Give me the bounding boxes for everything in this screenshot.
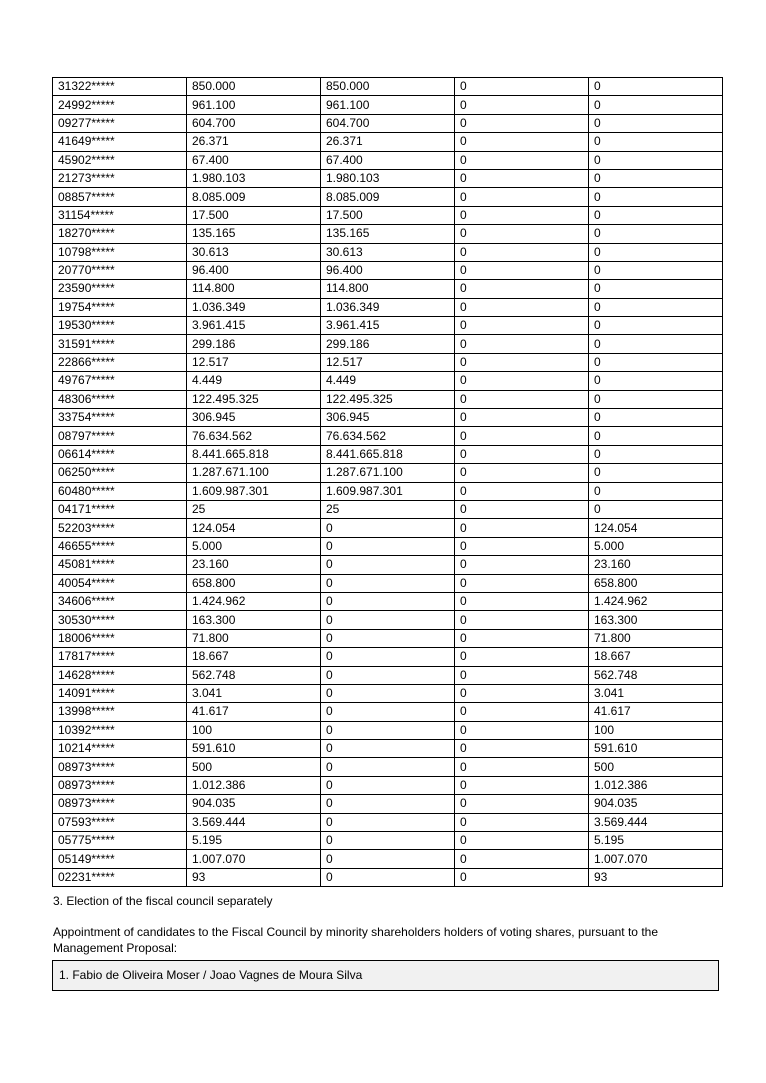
- table-cell: 08857*****: [53, 188, 187, 206]
- table-cell: 0: [321, 574, 455, 592]
- table-cell: 1.012.386: [589, 776, 723, 794]
- table-cell: 18006*****: [53, 629, 187, 647]
- table-cell: 1.007.070: [187, 850, 321, 868]
- table-cell: 30.613: [321, 243, 455, 261]
- table-row: [53, 556, 723, 574]
- table-cell: 0: [455, 169, 589, 187]
- table-cell: 0: [321, 666, 455, 684]
- table-cell: 4.449: [321, 372, 455, 390]
- table-cell: 41.617: [187, 703, 321, 721]
- table-cell: 0: [455, 776, 589, 794]
- table-cell: 0: [589, 188, 723, 206]
- table-cell: 0: [321, 740, 455, 758]
- table-cell: 0: [589, 298, 723, 316]
- table-cell: 0: [455, 390, 589, 408]
- table-cell: 0: [321, 611, 455, 629]
- table-cell: 1.007.070: [589, 850, 723, 868]
- table-cell: 0: [321, 758, 455, 776]
- table-cell: 0: [455, 335, 589, 353]
- table-cell: 0: [455, 427, 589, 445]
- table-row: [53, 629, 723, 647]
- table-cell: 33754*****: [53, 409, 187, 427]
- table-cell: 02231*****: [53, 868, 187, 886]
- table-cell: 1.424.962: [589, 592, 723, 610]
- table-cell: 17.500: [187, 206, 321, 224]
- table-row: [53, 261, 723, 279]
- table-cell: 0: [455, 832, 589, 850]
- table-cell: 17817*****: [53, 648, 187, 666]
- table-cell: 08973*****: [53, 795, 187, 813]
- table-row: [53, 133, 723, 151]
- table-cell: 52203*****: [53, 519, 187, 537]
- table-cell: 0: [321, 684, 455, 702]
- table-cell: 1.287.671.100: [187, 464, 321, 482]
- table-cell: 3.041: [187, 684, 321, 702]
- table-row: [53, 445, 723, 463]
- table-cell: 961.100: [187, 96, 321, 114]
- table-cell: 71.800: [589, 629, 723, 647]
- table-cell: 1.012.386: [187, 776, 321, 794]
- table-cell: 17.500: [321, 206, 455, 224]
- table-cell: 124.054: [589, 519, 723, 537]
- table-cell: 0: [455, 114, 589, 132]
- table-cell: 71.800: [187, 629, 321, 647]
- table-cell: 30530*****: [53, 611, 187, 629]
- table-cell: 05149*****: [53, 850, 187, 868]
- table-cell: 0: [589, 500, 723, 518]
- table-cell: 0: [455, 96, 589, 114]
- table-cell: 0: [589, 372, 723, 390]
- table-cell: 0: [321, 850, 455, 868]
- table-row: [53, 868, 723, 886]
- table-cell: 0: [455, 611, 589, 629]
- table-row: [53, 169, 723, 187]
- table-cell: 658.800: [589, 574, 723, 592]
- table-cell: 14628*****: [53, 666, 187, 684]
- table-cell: 0: [455, 519, 589, 537]
- table-cell: 0: [455, 188, 589, 206]
- table-cell: 0: [455, 813, 589, 831]
- table-cell: 67.400: [321, 151, 455, 169]
- table-cell: 23590*****: [53, 280, 187, 298]
- table-cell: 591.610: [187, 740, 321, 758]
- table-row: [53, 151, 723, 169]
- table-cell: 904.035: [589, 795, 723, 813]
- table-row: [53, 758, 723, 776]
- table-cell: 18.667: [187, 648, 321, 666]
- table-cell: 0: [455, 537, 589, 555]
- table-cell: 114.800: [321, 280, 455, 298]
- table-cell: 0: [455, 78, 589, 96]
- table-row: [53, 78, 723, 96]
- table-cell: 26.371: [187, 133, 321, 151]
- table-row: [53, 96, 723, 114]
- table-row: [53, 703, 723, 721]
- table-cell: 09277*****: [53, 114, 187, 132]
- table-cell: 591.610: [589, 740, 723, 758]
- table-cell: 100: [187, 721, 321, 739]
- table-cell: 1.609.987.301: [321, 482, 455, 500]
- table-cell: 0: [321, 832, 455, 850]
- table-cell: 0: [589, 225, 723, 243]
- table-cell: 0: [589, 390, 723, 408]
- table-row: [53, 592, 723, 610]
- table-cell: 0: [455, 353, 589, 371]
- table-cell: 40054*****: [53, 574, 187, 592]
- table-cell: 08797*****: [53, 427, 187, 445]
- table-row: [53, 537, 723, 555]
- table-cell: 5.000: [589, 537, 723, 555]
- table-cell: 04171*****: [53, 500, 187, 518]
- table-cell: 41.617: [589, 703, 723, 721]
- table-cell: 0: [455, 629, 589, 647]
- table-row: [53, 409, 723, 427]
- table-cell: 3.961.415: [321, 317, 455, 335]
- table-cell: 0: [455, 850, 589, 868]
- table-cell: 0: [589, 169, 723, 187]
- table-cell: 30.613: [187, 243, 321, 261]
- table-cell: 1.036.349: [321, 298, 455, 316]
- table-cell: 562.748: [589, 666, 723, 684]
- table-row: [53, 188, 723, 206]
- table-cell: 0: [455, 133, 589, 151]
- table-row: [53, 500, 723, 518]
- table-cell: 0: [455, 206, 589, 224]
- table-cell: 0: [321, 537, 455, 555]
- table-cell: 0: [589, 445, 723, 463]
- table-cell: 0: [589, 243, 723, 261]
- table-cell: 20770*****: [53, 261, 187, 279]
- table-row: [53, 372, 723, 390]
- table-cell: 0: [589, 133, 723, 151]
- table-cell: 0: [589, 353, 723, 371]
- table-cell: 08973*****: [53, 776, 187, 794]
- table-cell: 5.195: [589, 832, 723, 850]
- table-cell: 135.165: [187, 225, 321, 243]
- table-cell: 67.400: [187, 151, 321, 169]
- table-cell: 0: [455, 280, 589, 298]
- table-cell: 850.000: [187, 78, 321, 96]
- table-cell: 0: [589, 280, 723, 298]
- table-cell: 60480*****: [53, 482, 187, 500]
- table-cell: 0: [455, 409, 589, 427]
- table-cell: 299.186: [321, 335, 455, 353]
- table-cell: 0: [321, 721, 455, 739]
- table-cell: 46655*****: [53, 537, 187, 555]
- table-cell: 0: [455, 482, 589, 500]
- table-cell: 31322*****: [53, 78, 187, 96]
- table-row: [53, 776, 723, 794]
- table-cell: 299.186: [187, 335, 321, 353]
- table-cell: 163.300: [187, 611, 321, 629]
- table-row: [53, 427, 723, 445]
- table-row: [53, 832, 723, 850]
- table-cell: 0: [589, 335, 723, 353]
- table-cell: 904.035: [187, 795, 321, 813]
- table-cell: 0: [321, 776, 455, 794]
- table-cell: 135.165: [321, 225, 455, 243]
- table-cell: 19530*****: [53, 317, 187, 335]
- table-cell: 0: [455, 298, 589, 316]
- table-cell: 06250*****: [53, 464, 187, 482]
- table-cell: 10214*****: [53, 740, 187, 758]
- table-row: [53, 114, 723, 132]
- table-row: [53, 390, 723, 408]
- candidate-name: 1. Fabio de Oliveira Moser / Joao Vagnes de Moura Silva: [59, 968, 363, 982]
- table-cell: 48306*****: [53, 390, 187, 408]
- table-row: [53, 684, 723, 702]
- table-cell: 0: [321, 795, 455, 813]
- table-row: [53, 666, 723, 684]
- table-cell: 41649*****: [53, 133, 187, 151]
- table-cell: 0: [589, 261, 723, 279]
- table-cell: 0: [455, 261, 589, 279]
- table-cell: 0: [589, 78, 723, 96]
- table-cell: 1.980.103: [321, 169, 455, 187]
- table-cell: 0: [589, 409, 723, 427]
- table-cell: 5.195: [187, 832, 321, 850]
- table-cell: 3.041: [589, 684, 723, 702]
- table-row: [53, 225, 723, 243]
- table-cell: 0: [455, 592, 589, 610]
- table-cell: 49767*****: [53, 372, 187, 390]
- table-cell: 05775*****: [53, 832, 187, 850]
- table-cell: 06614*****: [53, 445, 187, 463]
- table-cell: 96.400: [321, 261, 455, 279]
- table-cell: 18.667: [589, 648, 723, 666]
- table-cell: 31154*****: [53, 206, 187, 224]
- table-cell: 0: [455, 795, 589, 813]
- table-cell: 13998*****: [53, 703, 187, 721]
- table-cell: 0: [455, 703, 589, 721]
- table-cell: 604.700: [321, 114, 455, 132]
- table-cell: 45081*****: [53, 556, 187, 574]
- table-cell: 0: [455, 721, 589, 739]
- table-cell: 0: [321, 703, 455, 721]
- table-cell: 23.160: [589, 556, 723, 574]
- table-cell: 1.424.962: [187, 592, 321, 610]
- table-cell: 45902*****: [53, 151, 187, 169]
- votes-table-body: [53, 78, 723, 887]
- table-cell: 0: [455, 574, 589, 592]
- table-row: [53, 519, 723, 537]
- table-cell: 3.961.415: [187, 317, 321, 335]
- table-cell: 0: [589, 96, 723, 114]
- table-cell: 850.000: [321, 78, 455, 96]
- table-cell: 100: [589, 721, 723, 739]
- table-cell: 0: [455, 684, 589, 702]
- table-cell: 0: [321, 868, 455, 886]
- table-cell: 0: [321, 648, 455, 666]
- table-cell: 26.371: [321, 133, 455, 151]
- table-cell: 1.287.671.100: [321, 464, 455, 482]
- table-cell: 0: [455, 556, 589, 574]
- table-cell: 3.569.444: [187, 813, 321, 831]
- table-cell: 0: [589, 114, 723, 132]
- table-cell: 961.100: [321, 96, 455, 114]
- table-cell: 0: [321, 592, 455, 610]
- table-cell: 122.495.325: [321, 390, 455, 408]
- table-row: [53, 740, 723, 758]
- table-cell: 18270*****: [53, 225, 187, 243]
- table-cell: 658.800: [187, 574, 321, 592]
- table-cell: 0: [589, 206, 723, 224]
- table-cell: 0: [455, 445, 589, 463]
- table-cell: 0: [321, 813, 455, 831]
- table-cell: 4.449: [187, 372, 321, 390]
- table-cell: 122.495.325: [187, 390, 321, 408]
- table-cell: 23.160: [187, 556, 321, 574]
- table-cell: 0: [589, 151, 723, 169]
- table-cell: 306.945: [321, 409, 455, 427]
- table-row: [53, 280, 723, 298]
- table-row: [53, 648, 723, 666]
- table-cell: 22866*****: [53, 353, 187, 371]
- table-cell: 0: [455, 758, 589, 776]
- table-row: [53, 464, 723, 482]
- table-cell: 0: [589, 317, 723, 335]
- table-cell: 604.700: [187, 114, 321, 132]
- table-cell: 0: [455, 464, 589, 482]
- table-row: [53, 317, 723, 335]
- candidate-box: [52, 960, 719, 991]
- table-cell: 25: [187, 500, 321, 518]
- table-cell: 306.945: [187, 409, 321, 427]
- table-cell: 93: [187, 868, 321, 886]
- table-cell: 0: [321, 629, 455, 647]
- table-row: [53, 243, 723, 261]
- table-cell: 0: [321, 556, 455, 574]
- table-cell: 0: [455, 740, 589, 758]
- shareholder-votes-table: [52, 77, 723, 887]
- table-cell: 500: [589, 758, 723, 776]
- table-cell: 0: [589, 464, 723, 482]
- table-cell: 0: [455, 317, 589, 335]
- table-cell: 0: [455, 868, 589, 886]
- table-cell: 8.085.009: [187, 188, 321, 206]
- table-cell: 0: [455, 225, 589, 243]
- table-cell: 25: [321, 500, 455, 518]
- table-cell: 76.634.562: [321, 427, 455, 445]
- table-row: [53, 482, 723, 500]
- table-cell: 562.748: [187, 666, 321, 684]
- table-cell: 12.517: [321, 353, 455, 371]
- table-row: [53, 353, 723, 371]
- table-cell: 163.300: [589, 611, 723, 629]
- table-cell: 500: [187, 758, 321, 776]
- table-row: [53, 813, 723, 831]
- table-cell: 19754*****: [53, 298, 187, 316]
- table-cell: 08973*****: [53, 758, 187, 776]
- table-cell: 0: [589, 427, 723, 445]
- table-cell: 0: [455, 151, 589, 169]
- table-cell: 96.400: [187, 261, 321, 279]
- table-cell: 24992*****: [53, 96, 187, 114]
- table-cell: 8.441.665.818: [321, 445, 455, 463]
- table-cell: 1.036.349: [187, 298, 321, 316]
- table-row: [53, 298, 723, 316]
- table-cell: 5.000: [187, 537, 321, 555]
- table-cell: 124.054: [187, 519, 321, 537]
- table-cell: 0: [455, 666, 589, 684]
- table-row: [53, 611, 723, 629]
- table-cell: 0: [321, 519, 455, 537]
- table-cell: 8.085.009: [321, 188, 455, 206]
- section-description: Appointment of candidates to the Fiscal Council by minority shareholders holders of voting shares, pursuant to the Management Proposal:: [53, 925, 658, 955]
- table-cell: 31591*****: [53, 335, 187, 353]
- table-cell: 10798*****: [53, 243, 187, 261]
- table-cell: 34606*****: [53, 592, 187, 610]
- table-cell: 0: [455, 372, 589, 390]
- table-cell: 114.800: [187, 280, 321, 298]
- table-cell: 12.517: [187, 353, 321, 371]
- table-cell: 8.441.665.818: [187, 445, 321, 463]
- table-row: [53, 850, 723, 868]
- table-cell: 21273*****: [53, 169, 187, 187]
- table-cell: 3.569.444: [589, 813, 723, 831]
- table-cell: 07593*****: [53, 813, 187, 831]
- table-cell: 93: [589, 868, 723, 886]
- table-cell: 1.609.987.301: [187, 482, 321, 500]
- table-cell: 0: [589, 482, 723, 500]
- table-cell: 10392*****: [53, 721, 187, 739]
- table-cell: 0: [455, 243, 589, 261]
- table-row: [53, 795, 723, 813]
- table-cell: 0: [455, 500, 589, 518]
- table-cell: 1.980.103: [187, 169, 321, 187]
- section-title: 3. Election of the fiscal council separately: [53, 894, 273, 908]
- table-row: [53, 721, 723, 739]
- table-row: [53, 206, 723, 224]
- table-row: [53, 335, 723, 353]
- table-row: [53, 574, 723, 592]
- table-cell: 76.634.562: [187, 427, 321, 445]
- table-cell: 0: [455, 648, 589, 666]
- table-cell: 14091*****: [53, 684, 187, 702]
